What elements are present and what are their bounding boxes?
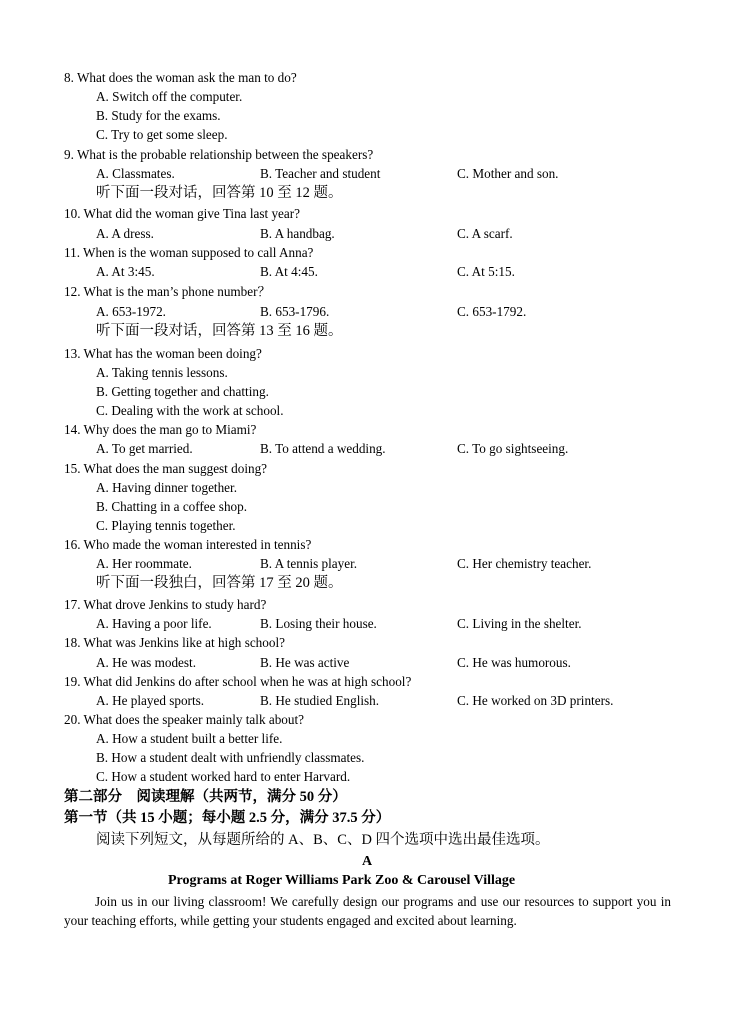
question-19-option-b: B. He studied English. [260,693,380,708]
directions-10-12: 听下面一段对话，回答第 10 至 12 题。 [96,185,343,201]
question-10-option-c: C. A scarf. [457,226,513,241]
question-9-option-a: A. Classmates. [96,166,175,181]
passage-title: Programs at Roger Williams Park Zoo & Carousel Village [168,873,516,888]
question-8-option-c: C. Try to get some sleep. [96,127,228,142]
question-11-option-b: B. At 4:45. [260,264,318,279]
question-15-option-a: A. Having dinner together. [96,480,237,495]
question-12-option-c: C. 653-1792. [457,304,527,319]
question-10-option-a: A. A dress. [96,226,154,241]
reading-instruction: 阅读下列短文，从每题所给的 A、B、C、D 四个选项中选出最佳选项。 [96,832,550,848]
question-12-option-b: B. 653-1796. [260,304,330,319]
question-12-stem: 12. What is the man’s phone number？ [64,284,271,299]
question-19-option-a: A. He played sports. [96,693,205,708]
question-17-option-c: C. Living in the shelter. [457,616,582,631]
question-8-option-b: B. Study for the exams. [96,108,221,123]
question-9-option-c: C. Mother and son. [457,166,559,181]
question-13-option-b: B. Getting together and chatting. [96,384,269,399]
question-11-option-a: A. At 3:45. [96,264,155,279]
question-17-option-a: A. Having a poor life. [96,616,212,631]
question-13-stem: 13. What has the woman been doing? [64,346,262,361]
passage-paragraph: Join us in our living classroom! We carefully design our programs and use our resources to support you in your teaching efforts, while getting your students engaged and excited about learning. [64,894,671,929]
question-13-option-c: C. Dealing with the work at school. [96,403,284,418]
question-20-stem: 20. What does the speaker mainly talk about? [64,712,304,727]
passage-letter: A [362,854,373,869]
question-12-option-a: A. 653-1972. [96,304,166,319]
part-two-heading: 第二部分 阅读理解（共两节，满分 50 分） [64,789,347,805]
question-15-option-b: B. Chatting in a coffee shop. [96,499,248,514]
question-10-stem: 10. What did the woman give Tina last year? [64,206,300,221]
question-18-option-a: A. He was modest. [96,655,196,670]
question-15-stem: 15. What does the man suggest doing? [64,461,268,476]
question-18-option-c: C. He was humorous. [457,655,571,670]
question-20-option-b: B. How a student dealt with unfriendly classmates. [96,750,365,765]
question-9-stem: 9. What is the probable relationship between the speakers? [64,147,374,162]
question-17-option-b: B. Losing their house. [260,616,377,631]
question-14-option-a: A. To get married. [96,441,193,456]
question-8-option-a: A. Switch off the computer. [96,89,243,104]
question-20-option-a: A. How a student built a better life. [96,731,283,746]
question-19-option-c: C. He worked on 3D printers. [457,693,614,708]
question-13-option-a: A. Taking tennis lessons. [96,365,228,380]
question-11-stem: 11. When is the woman supposed to call Anna? [64,245,314,260]
question-14-option-b: B. To attend a wedding. [260,441,386,456]
question-16-option-c: C. Her chemistry teacher. [457,556,592,571]
question-11-option-c: C. At 5:15. [457,264,515,279]
question-16-option-a: A. Her roommate. [96,556,192,571]
question-18-stem: 18. What was Jenkins like at high school? [64,635,285,650]
question-14-option-c: C. To go sightseeing. [457,441,569,456]
question-9-option-b: B. Teacher and student [260,166,381,181]
question-18-option-b: B. He was active [260,655,350,670]
directions-13-16: 听下面一段对话，回答第 13 至 16 题。 [96,323,343,339]
section-one-heading: 第一节（共 15 小题；每小题 2.5 分，满分 37.5 分） [64,810,391,826]
question-16-stem: 16. Who made the woman interested in tennis? [64,537,312,552]
question-10-option-b: B. A handbag. [260,226,335,241]
question-8-stem: 8. What does the woman ask the man to do? [64,70,297,85]
question-14-stem: 14. Why does the man go to Miami? [64,422,257,437]
question-19-stem: 19. What did Jenkins do after school when he was at high school? [64,674,412,689]
directions-17-20: 听下面一段独白，回答第 17 至 20 题。 [96,575,343,591]
question-16-option-b: B. A tennis player. [260,556,358,571]
question-20-option-c: C. How a student worked hard to enter Harvard. [96,769,351,784]
question-17-stem: 17. What drove Jenkins to study hard? [64,597,267,612]
question-15-option-c: C. Playing tennis together. [96,518,236,533]
